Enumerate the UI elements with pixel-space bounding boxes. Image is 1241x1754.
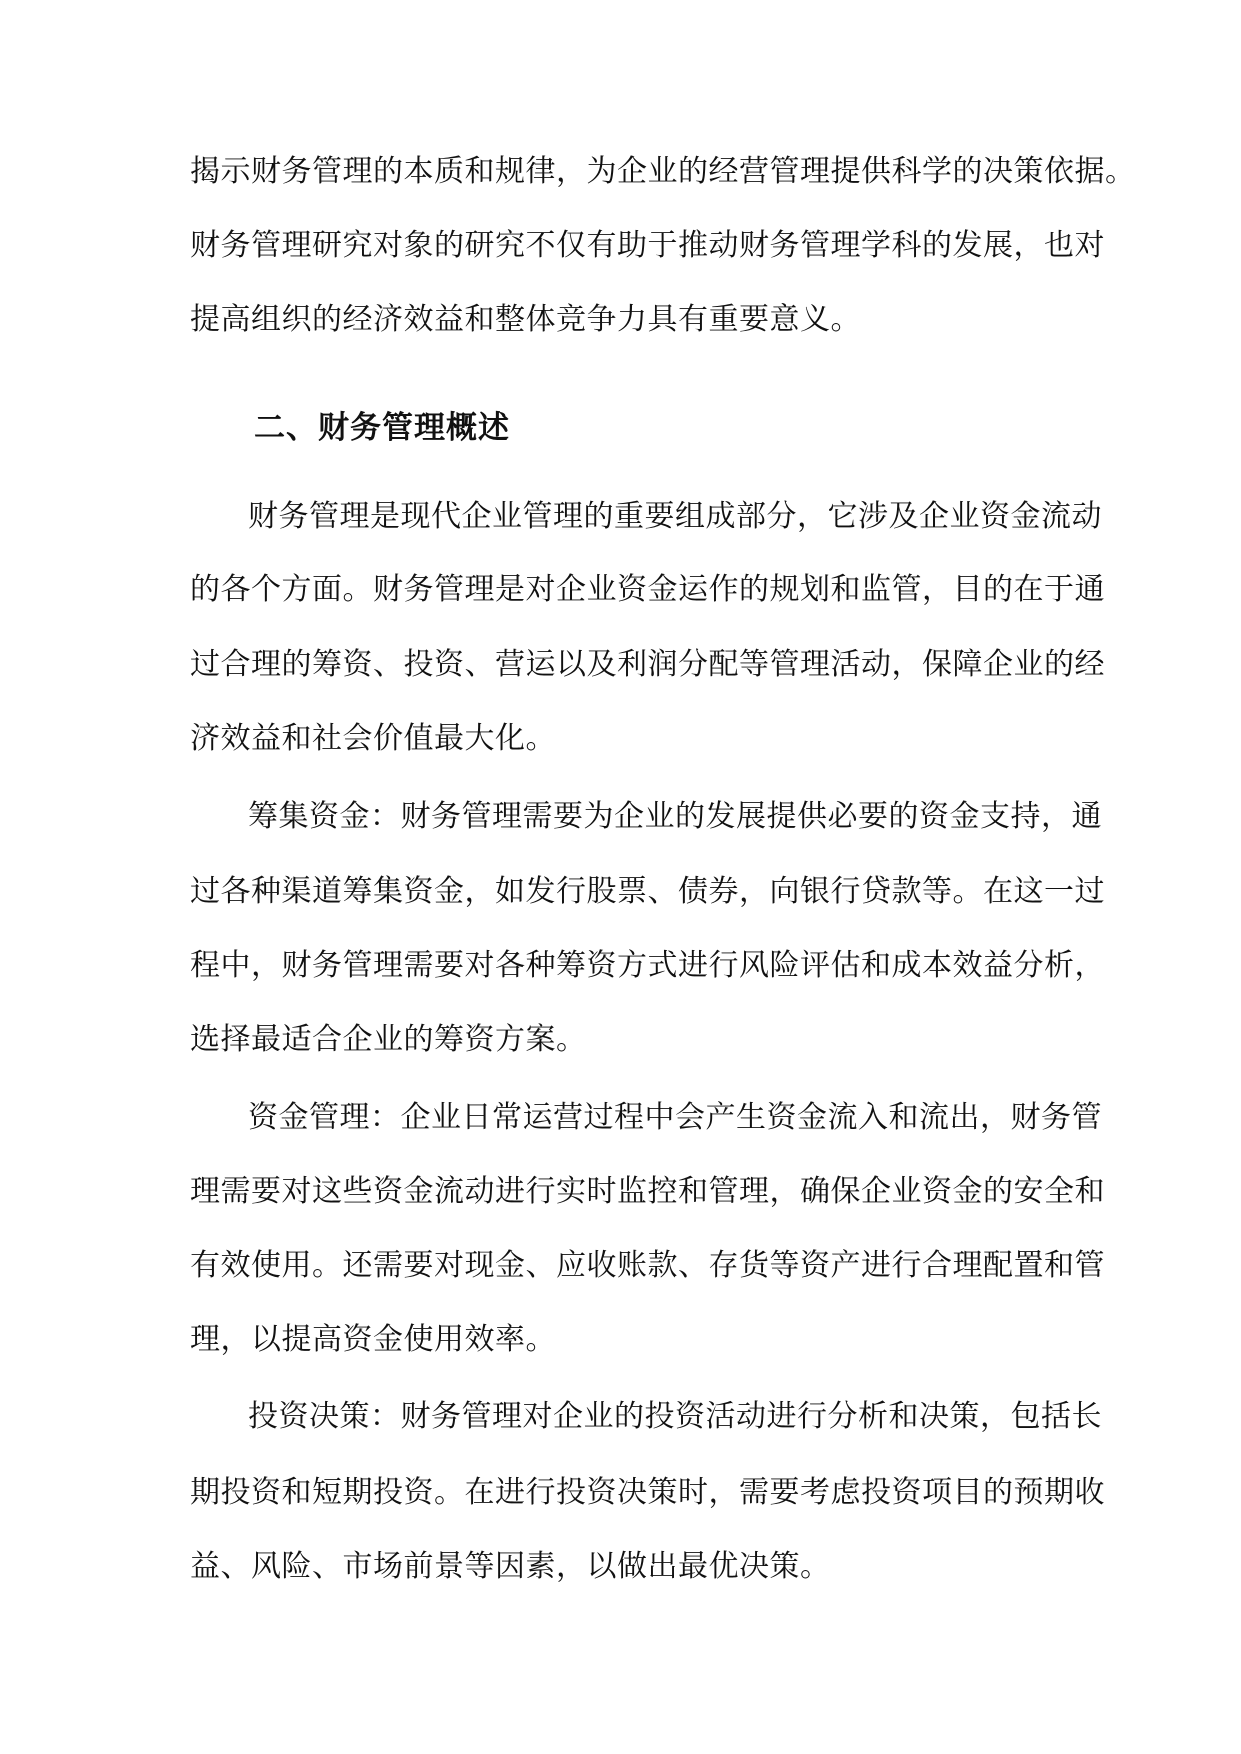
- text-line: 过合理的筹资、投资、营运以及利润分配等管理活动，保障企业的经: [190, 647, 1105, 682]
- text-line: 过各种渠道筹集资金，如发行股票、债券，向银行贷款等。在这一过: [190, 874, 1105, 909]
- section-heading: 二、财务管理概述: [254, 410, 510, 446]
- text-line: 筹集资金：财务管理需要为企业的发展提供必要的资金支持，通: [248, 799, 1102, 834]
- text-line: 提高组织的经济效益和整体竞争力具有重要意义。: [190, 302, 861, 337]
- text-line: 投资决策：财务管理对企业的投资活动进行分析和决策，包括长: [248, 1399, 1102, 1434]
- text-line: 选择最适合企业的筹资方案。: [190, 1022, 587, 1057]
- text-line: 程中，财务管理需要对各种筹资方式进行风险评估和成本效益分析，: [190, 948, 1105, 983]
- text-line: 理，以提高资金使用效率。: [190, 1322, 556, 1357]
- text-line: 揭示财务管理的本质和规律，为企业的经营管理提供科学的决策依据。: [190, 154, 1136, 189]
- text-line: 济效益和社会价值最大化。: [190, 721, 556, 756]
- text-line: 理需要对这些资金流动进行实时监控和管理，确保企业资金的安全和: [190, 1174, 1105, 1209]
- text-line: 财务管理研究对象的研究不仅有助于推动财务管理学科的发展，也对: [190, 228, 1105, 263]
- text-line: 资金管理：企业日常运营过程中会产生资金流入和流出，财务管: [248, 1100, 1102, 1135]
- text-line: 期投资和短期投资。在进行投资决策时，需要考虑投资项目的预期收: [190, 1475, 1105, 1510]
- text-line: 益、风险、市场前景等因素，以做出最优决策。: [190, 1549, 831, 1584]
- text-line: 的各个方面。财务管理是对企业资金运作的规划和监管，目的在于通: [190, 572, 1105, 607]
- text-line: 有效使用。还需要对现金、应收账款、存货等资产进行合理配置和管: [190, 1248, 1105, 1283]
- text-line: 财务管理是现代企业管理的重要组成部分，它涉及企业资金流动: [248, 499, 1102, 534]
